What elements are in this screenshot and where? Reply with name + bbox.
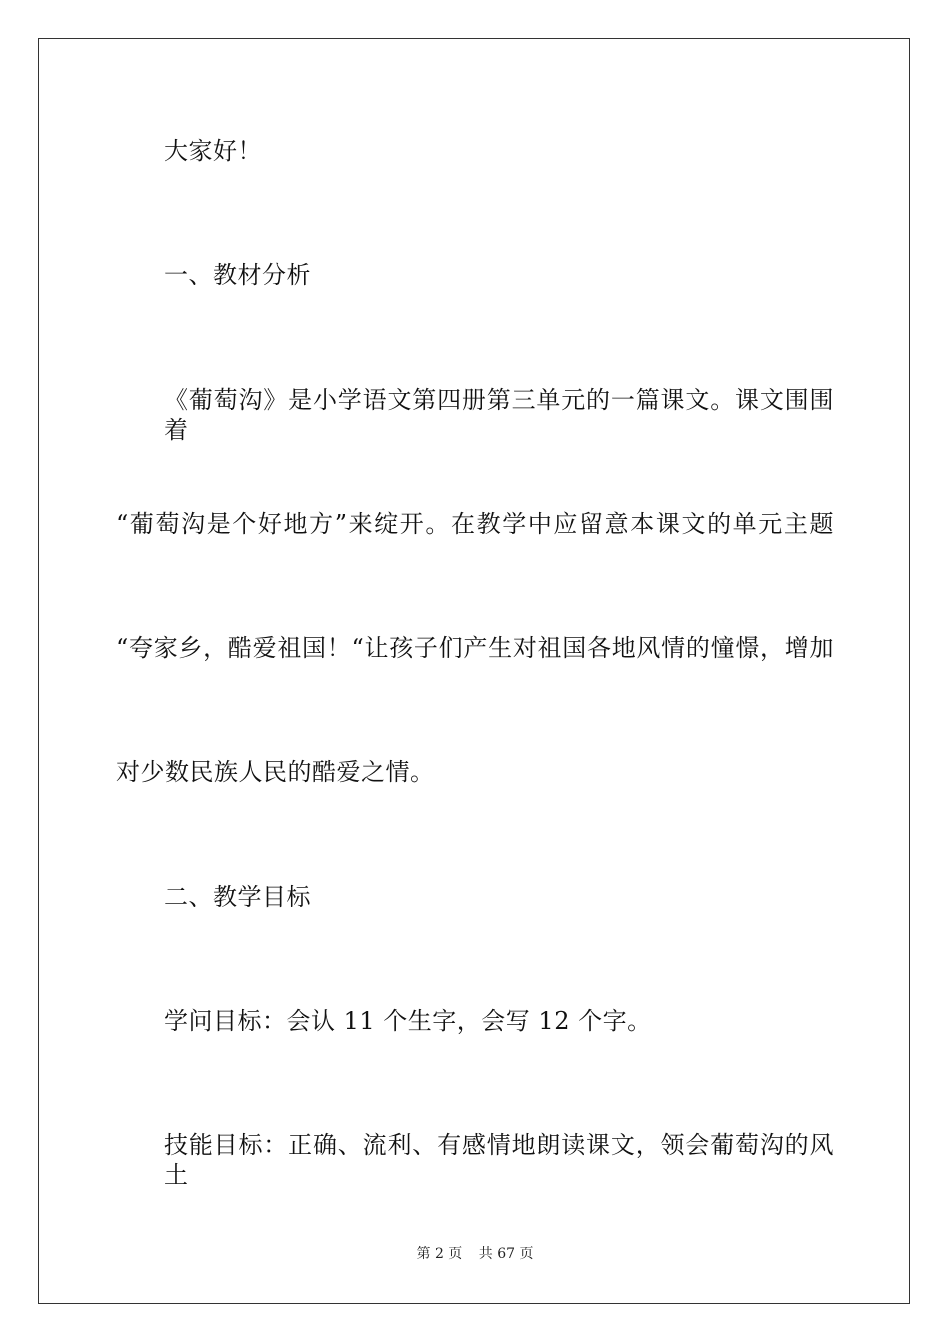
total-pages: 共 67 页 — [478, 1246, 534, 1262]
page-border — [38, 38, 910, 1304]
skill-goal-text: 技能目标：正确、流利、有感情地朗读课文，领会葡萄沟的风土 — [164, 1131, 834, 1189]
paragraph-line: “葡萄沟是个好地方”来绽开。在教学中应留意本课文的单元主题 — [116, 510, 834, 538]
knowledge-goal-text: 学问目标：会认 11 个生字，会写 12 个字。 — [164, 1007, 652, 1035]
paragraph-line: 对少数民族人民的酷爱之情。 — [116, 758, 435, 786]
greeting-text: 大家好！ — [164, 137, 262, 165]
section-heading-textbook-analysis: 一、教材分析 — [164, 261, 311, 289]
page-footer — [0, 1245, 950, 1263]
paragraph-line: “夸家乡，酷爱祖国！“让孩子们产生对祖国各地风情的憧憬，增加 — [116, 634, 834, 662]
section-heading-teaching-goals: 二、教学目标 — [164, 883, 311, 911]
page-number: 第 2 页 — [416, 1246, 463, 1262]
paragraph-line: 《葡萄沟》是小学语文第四册第三单元的一篇课文。课文围围着 — [164, 386, 834, 444]
